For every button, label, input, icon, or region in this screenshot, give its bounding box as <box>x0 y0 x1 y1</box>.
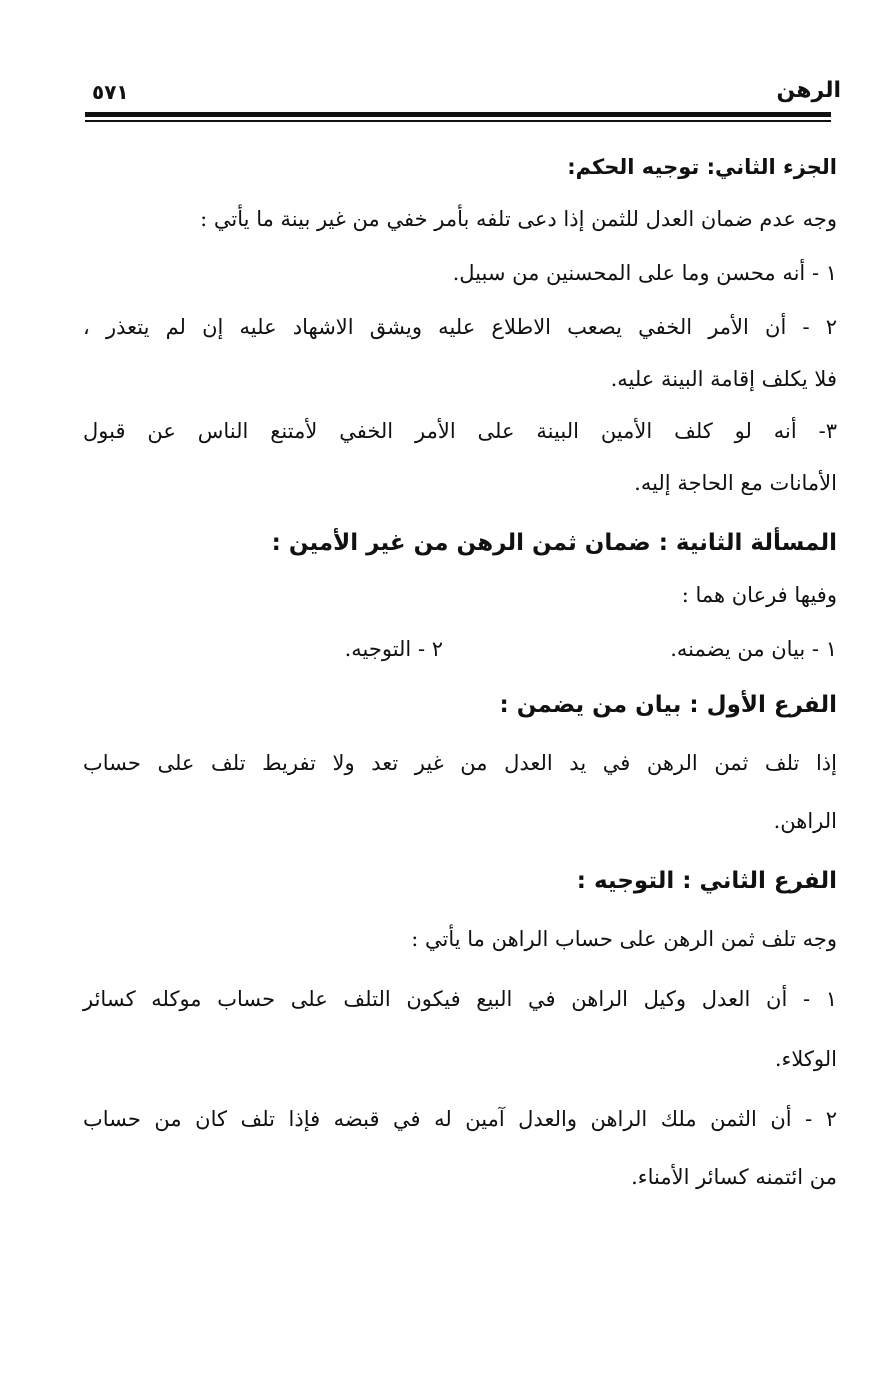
header-rule-thick <box>85 112 831 117</box>
list-item: ٢ - أن الثمن ملك الراهن والعدل آمين له في قبضه فإذا تلف كان من حساب <box>83 1107 837 1131</box>
list-item: ٢ - أن الأمر الخفي يصعب الاطلاع عليه ويشق الاشهاد عليه إن لم يتعذر ، <box>83 315 837 339</box>
paragraph-line: إذا تلف ثمن الرهن في يد العدل من غير تعد ولا تفريط تلف على حساب <box>83 751 837 775</box>
list-item: ١ - بيان من يضمنه. <box>670 637 837 661</box>
header-rule-thin <box>85 120 831 122</box>
page-number: ٥٧١ <box>92 80 129 104</box>
paragraph-line: فلا يكلف إقامة البينة عليه. <box>610 367 837 391</box>
branch-heading: الفرع الثاني : التوجيه : <box>576 868 837 894</box>
list-item: ١ - أنه محسن وما على المحسنين من سبيل. <box>452 261 837 285</box>
paragraph-line: الوكلاء. <box>774 1047 837 1071</box>
running-header-title: الرهن <box>776 78 841 103</box>
section-heading: الجزء الثاني: توجيه الحكم: <box>567 155 837 179</box>
issue-heading: المسألة الثانية : ضمان ثمن الرهن من غير الأمين : <box>271 530 837 556</box>
list-item: ٣- أنه لو كلف الأمين البينة على الأمر الخفي لأمتنع الناس عن قبول <box>83 419 837 443</box>
paragraph-line: وجه عدم ضمان العدل للثمن إذا دعى تلفه بأمر خفي من غير بينة ما يأتي : <box>200 207 837 231</box>
branch-heading: الفرع الأول : بيان من يضمن : <box>499 692 837 718</box>
list-item: ١ - أن العدل وكيل الراهن في البيع فيكون التلف على حساب موكله كسائر <box>83 987 837 1011</box>
paragraph-line: الراهن. <box>773 809 837 833</box>
list-item: ٢ - التوجيه. <box>344 637 443 661</box>
paragraph-line: من ائتمنه كسائر الأمناء. <box>631 1165 837 1189</box>
paragraph-line: وجه تلف ثمن الرهن على حساب الراهن ما يأتي : <box>411 927 837 951</box>
paragraph-line: وفيها فرعان هما : <box>681 583 837 607</box>
paragraph-line: الأمانات مع الحاجة إليه. <box>634 471 837 495</box>
